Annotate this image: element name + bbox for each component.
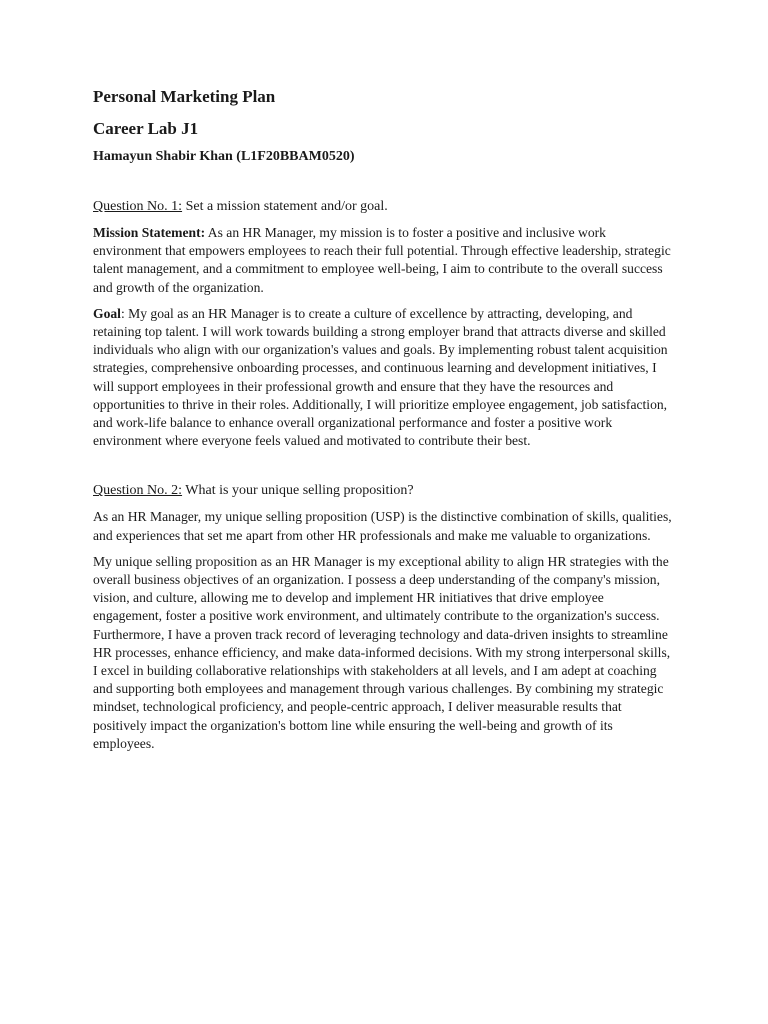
document-subtitle: Career Lab J1 xyxy=(93,119,199,138)
question-2-heading xyxy=(93,482,673,500)
goal-body: : My goal as an HR Manager is to create a culture of excellence by attracting, developing, and retaining top talent. I will work towards building a strong employer brand that attracts diverse and skilled individuals who align with our organization's values and goals. By implementing robust talent acquisition strategies, comprehensive onboarding processes, and continuous learning and development initiatives, I will support employees in their professional growth and ensure that they have the resources and opportunities to thrive in their roles. Additionally, I will prioritize employee engagement, job satisfaction, and work-life balance to enhance overall organizational performance and foster a positive work environment where everyone feels valued and motivated to contribute their best. xyxy=(93,305,668,449)
goal-paragraph xyxy=(93,305,673,451)
mission-statement-body: As an HR Manager, my mission is to foster a positive and inclusive work environment that empowers employees to reach their full potential. Through effective leadership, strategic talent management, and a commitment to employee well-being, I aim to contribute to the overall success and growth of the organization. xyxy=(93,225,671,295)
usp-intro-paragraph: As an HR Manager, my unique selling proposition (USP) is the distinctive combination of skills, qualities, and experiences that set me apart from other HR professionals and make me valuable to organizations. xyxy=(93,509,672,543)
document-page xyxy=(93,86,673,753)
mission-statement-lead: Mission Statement: xyxy=(93,225,206,240)
question-2-label: Question No. 2: xyxy=(93,483,183,499)
goal-lead: Goal xyxy=(93,305,121,321)
question-1-heading xyxy=(93,198,673,216)
document-title: Personal Marketing Plan xyxy=(93,87,276,106)
question-1-text: Set a mission statement and/or goal. xyxy=(182,199,388,214)
question-1-label: Question No. 1: xyxy=(93,199,183,214)
question-2-text: What is your unique selling proposition? xyxy=(182,483,414,499)
mission-statement-paragraph xyxy=(93,224,673,297)
usp-detail-paragraph: My unique selling proposition as an HR Manager is my exceptional ability to align HR strategies with the overall business objectives of an organization. I possess a deep understanding of the company's mission, vision, and culture, allowing me to develop and implement HR initiatives that drive employee engagement, foster a positive work environment, and ultimately contribute to the organization's success. Furthermore, I have a proven track record of leveraging technology and data-driven insights to streamline HR processes, enhance efficiency, and make data-informed decisions. With my strong interpersonal skills, I excel in building collaborative relationships with stakeholders at all levels, and I am adept at coaching and supporting both employees and management through various challenges. By combining my strategic mindset, technological proficiency, and people-centric approach, I deliver measurable results that positively impact the organization's bottom line while ensuring the well-being and growth of its employees. xyxy=(93,553,671,751)
author-line: Hamayun Shabir Khan (L1F20BBAM0520) xyxy=(93,149,355,164)
